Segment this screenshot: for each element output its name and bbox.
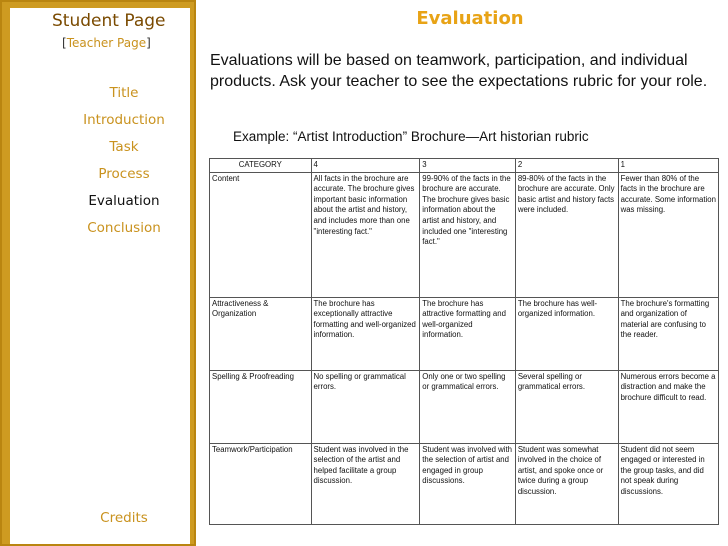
teacher-page-link-wrapper bbox=[62, 37, 151, 49]
nav-title[interactable]: Title bbox=[109, 85, 139, 101]
bracket-close: ] bbox=[146, 36, 151, 50]
nav-credits[interactable]: Credits bbox=[100, 510, 148, 526]
rubric-cell: Student was somewhat involved in the choice of artist, and spoke once or twice during a group discussion. bbox=[515, 443, 618, 524]
page-title: Evaluation bbox=[416, 8, 524, 29]
rubric-cell: 99-90% of the facts in the brochure are accurate. The brochure gives basic information about the artist and history, and included one "interesting fact." bbox=[420, 172, 516, 297]
rubric-header-row bbox=[210, 159, 719, 173]
rubric-cell: Only one or two spelling or grammatical errors. bbox=[420, 370, 516, 443]
rubric-cell: The brochure has well-organized information. bbox=[515, 297, 618, 370]
rubric-cell: The brochure has exceptionally attractive formatting and well-organized information. bbox=[311, 297, 420, 370]
rubric-cell: 89-80% of the facts in the brochure are accurate. Only basic artist and history facts were included. bbox=[515, 172, 618, 297]
row-category: Attractiveness & Organization bbox=[210, 297, 312, 370]
header-score-4: 4 bbox=[311, 159, 420, 173]
rubric-caption: Example: “Artist Introduction” Brochure—Art historian rubric bbox=[233, 129, 589, 144]
header-score-3: 3 bbox=[420, 159, 516, 173]
evaluation-intro: Evaluations will be based on teamwork, participation, and individual products. Ask your teacher to see the expectations rubric for your role. bbox=[210, 52, 708, 90]
teacher-page-link[interactable]: Teacher Page bbox=[66, 36, 147, 50]
rubric-cell: Student did not seem engaged or interested in the group tasks, and did not speak during discussions. bbox=[618, 443, 718, 524]
row-category: Content bbox=[210, 172, 312, 297]
rubric-table bbox=[209, 158, 719, 525]
nav-process[interactable]: Process bbox=[98, 166, 150, 182]
rubric-cell: The brochure has attractive formatting and well-organized information. bbox=[420, 297, 516, 370]
nav-introduction[interactable]: Introduction bbox=[83, 112, 165, 128]
sidebar-nav bbox=[52, 84, 196, 246]
rubric-cell: The brochure's formatting and organization of material are confusing to the reader. bbox=[618, 297, 718, 370]
rubric-cell: Student was involved in the selection of the artist and helped facilitate a group discussion. bbox=[311, 443, 420, 524]
rubric-cell: Several spelling or grammatical errors. bbox=[515, 370, 618, 443]
rubric-row-spelling bbox=[210, 370, 719, 443]
rubric-row-teamwork bbox=[210, 443, 719, 524]
site-title: Student Page bbox=[52, 11, 166, 31]
nav-evaluation[interactable]: Evaluation bbox=[88, 193, 160, 209]
rubric-row-attractiveness bbox=[210, 297, 719, 370]
nav-task[interactable]: Task bbox=[109, 139, 139, 155]
row-category: Spelling & Proofreading bbox=[210, 370, 312, 443]
sidebar bbox=[0, 0, 196, 546]
rubric-cell: Numerous errors become a distraction and make the brochure difficult to read. bbox=[618, 370, 718, 443]
bracket-open: [ bbox=[62, 36, 67, 50]
header-category: CATEGORY bbox=[210, 159, 312, 173]
rubric-cell: No spelling or grammatical errors. bbox=[311, 370, 420, 443]
rubric-cell: Student was involved with the selection of artist and engaged in group discussions. bbox=[420, 443, 516, 524]
rubric-cell: All facts in the brochure are accurate. The brochure gives important basic information about the artist and history, and includes more than one "interesting fact." bbox=[311, 172, 420, 297]
rubric-row-content bbox=[210, 172, 719, 297]
header-score-1: 1 bbox=[618, 159, 718, 173]
rubric-cell: Fewer than 80% of the facts in the brochure are accurate. Some information was missing. bbox=[618, 172, 718, 297]
header-score-2: 2 bbox=[515, 159, 618, 173]
row-category: Teamwork/Participation bbox=[210, 443, 312, 524]
nav-conclusion[interactable]: Conclusion bbox=[87, 220, 161, 236]
